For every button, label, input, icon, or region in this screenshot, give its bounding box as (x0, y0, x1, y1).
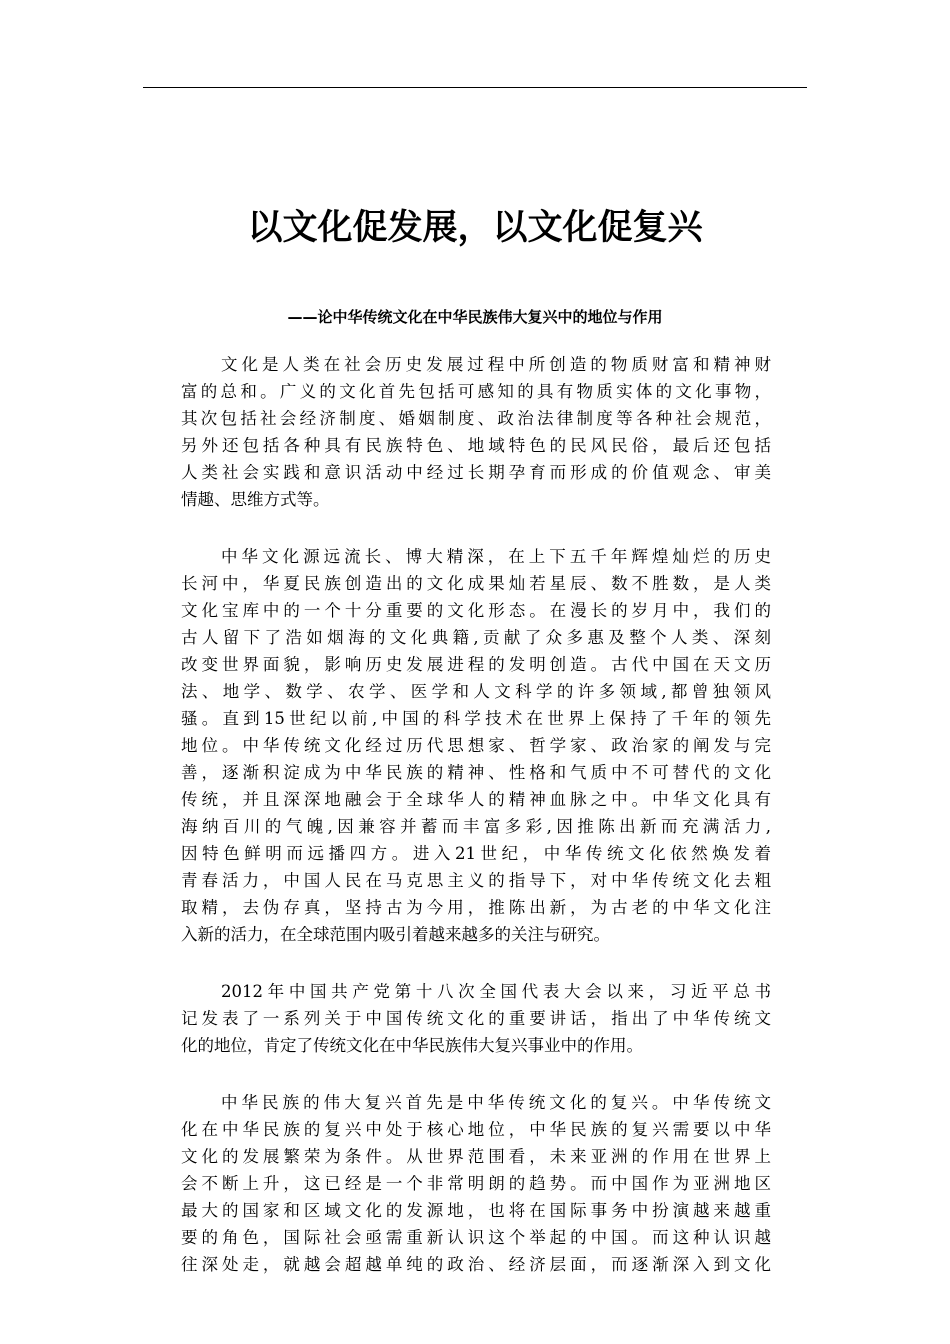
paragraph-line: 中华民族的伟大复兴首先是中华传统文化的复兴。中华传统文 (221, 1093, 771, 1112)
paragraph-line: 改变世界面貌，影响历史发展进程的发明创造。古代中国在天文历 (181, 655, 771, 674)
paragraph-line: 地位。中华传统文化经过历代思想家、哲学家、政治家的阐发与完 (181, 736, 771, 755)
document-title: 以文化促发展，以文化促复兴 (247, 208, 703, 248)
paragraph-line: 传统，并且深深地融会于全球华人的精神血脉之中。中华文化具有 (181, 790, 771, 809)
paragraph-line: 长河中，华夏民族创造出的文化成果灿若星辰、数不胜数，是人类 (181, 574, 771, 593)
paragraph-line: 入新的活力，在全球范围内吸引着越来越多的关注与研究。 (181, 925, 610, 944)
paragraph-line: 文化宝库中的一个十分重要的文化形态。在漫长的岁月中，我们的 (181, 601, 771, 620)
paragraph-line: 另外还包括各种具有民族特色、地域特色的民风民俗，最后还包括 (181, 436, 771, 455)
paragraph-line: 法、地学、数学、农学、医学和人文科学的许多领域,都曾独领风 (181, 682, 771, 701)
paragraph-line: 情趣、思维方式等。 (181, 490, 330, 509)
paragraph-line: 人类社会实践和意识活动中经过长期孕育而形成的价值观念、审美 (181, 463, 771, 482)
paragraph-line: 文化是人类在社会历史发展过程中所创造的物质财富和精神财 (221, 355, 771, 374)
body-text (181, 351, 771, 1308)
paragraph (181, 1089, 771, 1278)
paragraph-line: 会不断上升，这已经是一个非常明朗的趋势。而中国作为亚洲地区 (181, 1174, 771, 1193)
paragraph (181, 978, 771, 1059)
paragraph-line: 记发表了一系列关于中国传统文化的重要讲话，指出了中华传统文 (181, 1009, 771, 1028)
paragraph-line: 化的地位，肯定了传统文化在中华民族伟大复兴事业中的作用。 (181, 1036, 643, 1055)
paragraph-line: 富的总和。广义的文化首先包括可感知的具有物质实体的文化事物， (181, 382, 771, 401)
paragraph-line: 古人留下了浩如烟海的文化典籍,贡献了众多惠及整个人类、深刻 (181, 628, 771, 647)
paragraph-line: 海纳百川的气魄,因兼容并蓄而丰富多彩,因推陈出新而充满活力, (181, 817, 771, 836)
paragraph-line: 取精，去伪存真，坚持古为今用，推陈出新，为古老的中华文化注 (181, 898, 771, 917)
paragraph-line: 善，逐渐积淀成为中华民族的精神、性格和气质中不可替代的文化 (181, 763, 771, 782)
paragraph-line: 中华文化源远流长、博大精深，在上下五千年辉煌灿烂的历史 (221, 547, 771, 566)
paragraph-line: 化在中华民族的复兴中处于核心地位，中华民族的复兴需要以中华 (181, 1120, 771, 1139)
paragraph-line: 文化的发展繁荣为条件。从世界范围看，未来亚洲的作用在世界上 (181, 1147, 771, 1166)
paragraph-line: 2012年中国共产党第十八次全国代表大会以来，习近平总书 (221, 982, 771, 1001)
paragraph-line: 往深处走，就越会超越单纯的政治、经济层面，而逐渐深入到文化 (181, 1255, 771, 1274)
paragraph-line: 骚。直到15世纪以前,中国的科学技术在世界上保持了千年的领先 (181, 709, 771, 728)
document-subtitle: ——论中华传统文化在中华民族伟大复兴中的地位与作用 (287, 308, 663, 326)
paragraph-line: 最大的国家和区域文化的发源地，也将在国际事务中扮演越来越重 (181, 1201, 771, 1220)
paragraph (181, 543, 771, 948)
header-rule (143, 87, 807, 88)
paragraph-line: 要的角色，国际社会亟需重新认识这个举起的中国。而这种认识越 (181, 1228, 771, 1247)
paragraph-line: 其次包括社会经济制度、婚姻制度、政治法律制度等各种社会规范， (181, 409, 771, 428)
paragraph-line: 因特色鲜明而远播四方。进入21世纪，中华传统文化依然焕发着 (181, 844, 771, 863)
paragraph (181, 351, 771, 513)
paragraph-line: 青春活力，中国人民在马克思主义的指导下，对中华传统文化去粗 (181, 871, 771, 890)
